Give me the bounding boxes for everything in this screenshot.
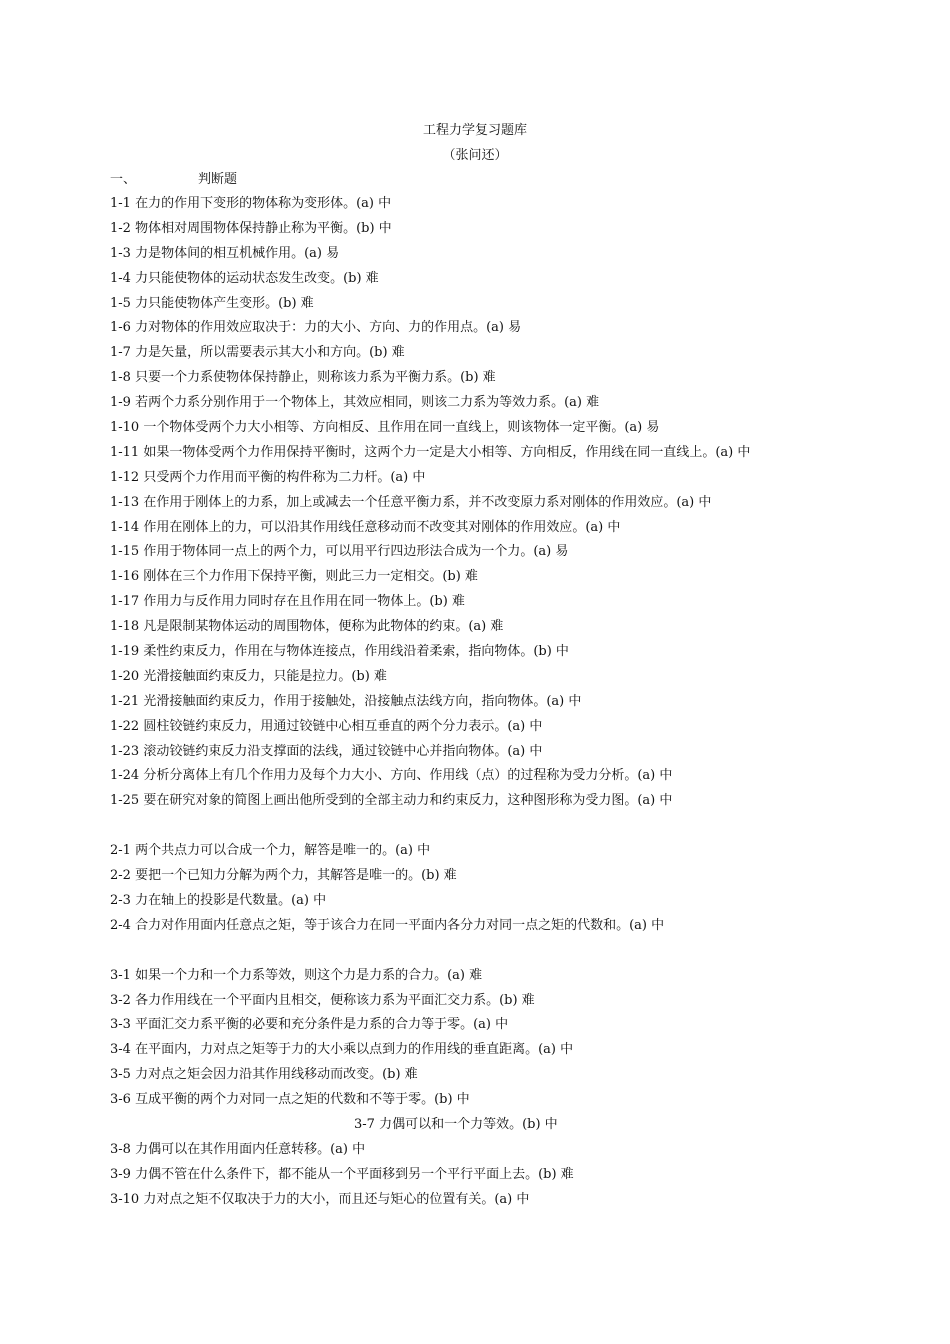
question-item: 2-4 合力对作用面内任意点之矩，等于该合力在同一平面内各分力对同一点之矩的代数和。(a) 中	[110, 917, 665, 933]
question-item: 1-7 力是矢量，所以需要表示其大小和方向。(b) 难	[110, 345, 405, 361]
question-item: 1-17 作用力与反作用力同时存在且作用在同一物体上。(b) 难	[110, 594, 465, 610]
question-item: 1-5 力只能使物体产生变形。(b) 难	[110, 295, 314, 311]
question-item: 1-9 若两个力系分别作用于一个物体上，其效应相同，则该二力系为等效力系。(a) 难	[110, 395, 600, 411]
question-item: 1-16 刚体在三个力作用下保持平衡，则此三力一定相交。(b) 难	[110, 569, 478, 585]
question-item: 1-23 滚动铰链约束反力沿支撑面的法线，通过铰链中心并指向物体。(a) 中	[110, 743, 543, 759]
question-item: 1-18 凡是限制某物体运动的周围物体，便称为此物体的约束。(a) 难	[110, 619, 504, 635]
question-item: 1-25 要在研究对象的简图上画出他所受到的全部主动力和约束反力，这种图形称为受力图。(a) 中	[110, 793, 673, 809]
section-label: 判断题	[198, 172, 238, 187]
question-item: 1-22 圆柱铰链约束反力，用通过铰链中心相互垂直的两个分力表示。(a) 中	[110, 718, 543, 734]
question-item: 1-19 柔性约束反力，作用在与物体连接点，作用线沿着柔索，指向物体。(b) 中	[110, 644, 569, 660]
blank-line	[110, 818, 870, 843]
question-item: 1-13 在作用于刚体上的力系，加上或减去一个任意平衡力系，并不改变原力系对刚体的作用效应。(a) 中	[110, 494, 712, 510]
question-item: 3-5 力对点之矩会因力沿其作用线移动而改变。(b) 难	[110, 1067, 418, 1083]
question-item: 3-10 力对点之矩不仅取决于力的大小，而且还与矩心的位置有关。(a) 中	[110, 1191, 530, 1207]
question-item: 3-8 力偶可以在其作用面内任意转移。(a) 中	[110, 1141, 366, 1157]
question-item: 2-3 力在轴上的投影是代数量。(a) 中	[110, 892, 327, 908]
question-item: 1-15 作用于物体同一点上的两个力，可以用平行四边形法合成为一个力。(a) 易	[110, 544, 569, 560]
question-item: 3-2 各力作用线在一个平面内且相交，便称该力系为平面汇交力系。(b) 难	[110, 992, 535, 1008]
question-item: 1-6 力对物体的作用效应取决于：力的大小、方向、力的作用点。(a) 易	[110, 320, 522, 336]
question-list	[110, 196, 870, 1217]
question-item: 2-1 两个共点力可以合成一个力，解答是唯一的。(a) 中	[110, 843, 431, 859]
question-item: 3-3 平面汇交力系平衡的必要和充分条件是力系的合力等于零。(a) 中	[110, 1017, 509, 1033]
question-item: 2-2 要把一个已知力分解为两个力，其解答是唯一的。(b) 难	[110, 868, 457, 884]
question-item: 1-10 一个物体受两个力大小相等、方向相反、且作用在同一直线上，则该物体一定平衡。(a) 易	[110, 420, 660, 436]
question-item: 1-24 分析分离体上有几个作用力及每个力大小、方向、作用线（点）的过程称为受力分析。(a) 中	[110, 768, 673, 784]
question-item: 1-14 作用在刚体上的力，可以沿其作用线任意移动而不改变其对刚体的作用效应。(a) 中	[110, 519, 621, 535]
question-item: 1-2 物体相对周围物体保持静止称为平衡。(b) 中	[110, 220, 392, 236]
question-item: 3-7 力偶可以和一个力等效。(b) 中	[354, 1116, 558, 1132]
question-item: 1-11 如果一物体受两个力作用保持平衡时，这两个力一定是大小相等、方向相反，作用线在同一直线上。(a) 中	[110, 444, 751, 460]
question-item: 3-6 互成平衡的两个力对同一点之矩的代数和不等于零。(b) 中	[110, 1092, 470, 1108]
section-number: 一、	[110, 172, 137, 187]
question-item: 3-9 力偶不管在什么条件下，都不能从一个平面移到另一个平行平面上去。(b) 难	[110, 1166, 574, 1182]
document-title: 工程力学复习题库	[422, 123, 527, 138]
question-item: 1-4 力只能使物体的运动状态发生改变。(b) 难	[110, 270, 379, 286]
question-item: 1-8 只要一个力系使物体保持静止，则称该力系为平衡力系。(b) 难	[110, 370, 496, 386]
question-item: 3-4 在平面内，力对点之矩等于力的大小乘以点到力的作用线的垂直距离。(a) 中	[110, 1042, 574, 1058]
blank-line	[110, 943, 870, 968]
question-item: 1-12 只受两个力作用而平衡的构件称为二力杆。(a) 中	[110, 469, 426, 485]
question-item: 3-1 如果一个力和一个力系等效，则这个力是力系的合力。(a) 难	[110, 967, 483, 983]
question-item: 1-1 在力的作用下变形的物体称为变形体。(a) 中	[110, 196, 392, 211]
question-item: 1-21 光滑接触面约束反力，作用于接触处，沿接触点法线方向，指向物体。(a) 中	[110, 693, 582, 709]
document-author: （张问还）	[442, 148, 508, 163]
section-heading	[110, 172, 237, 188]
question-item: 1-3 力是物体间的相互机械作用。(a) 易	[110, 245, 340, 261]
question-item: 1-20 光滑接触面约束反力，只能是拉力。(b) 难	[110, 668, 387, 684]
